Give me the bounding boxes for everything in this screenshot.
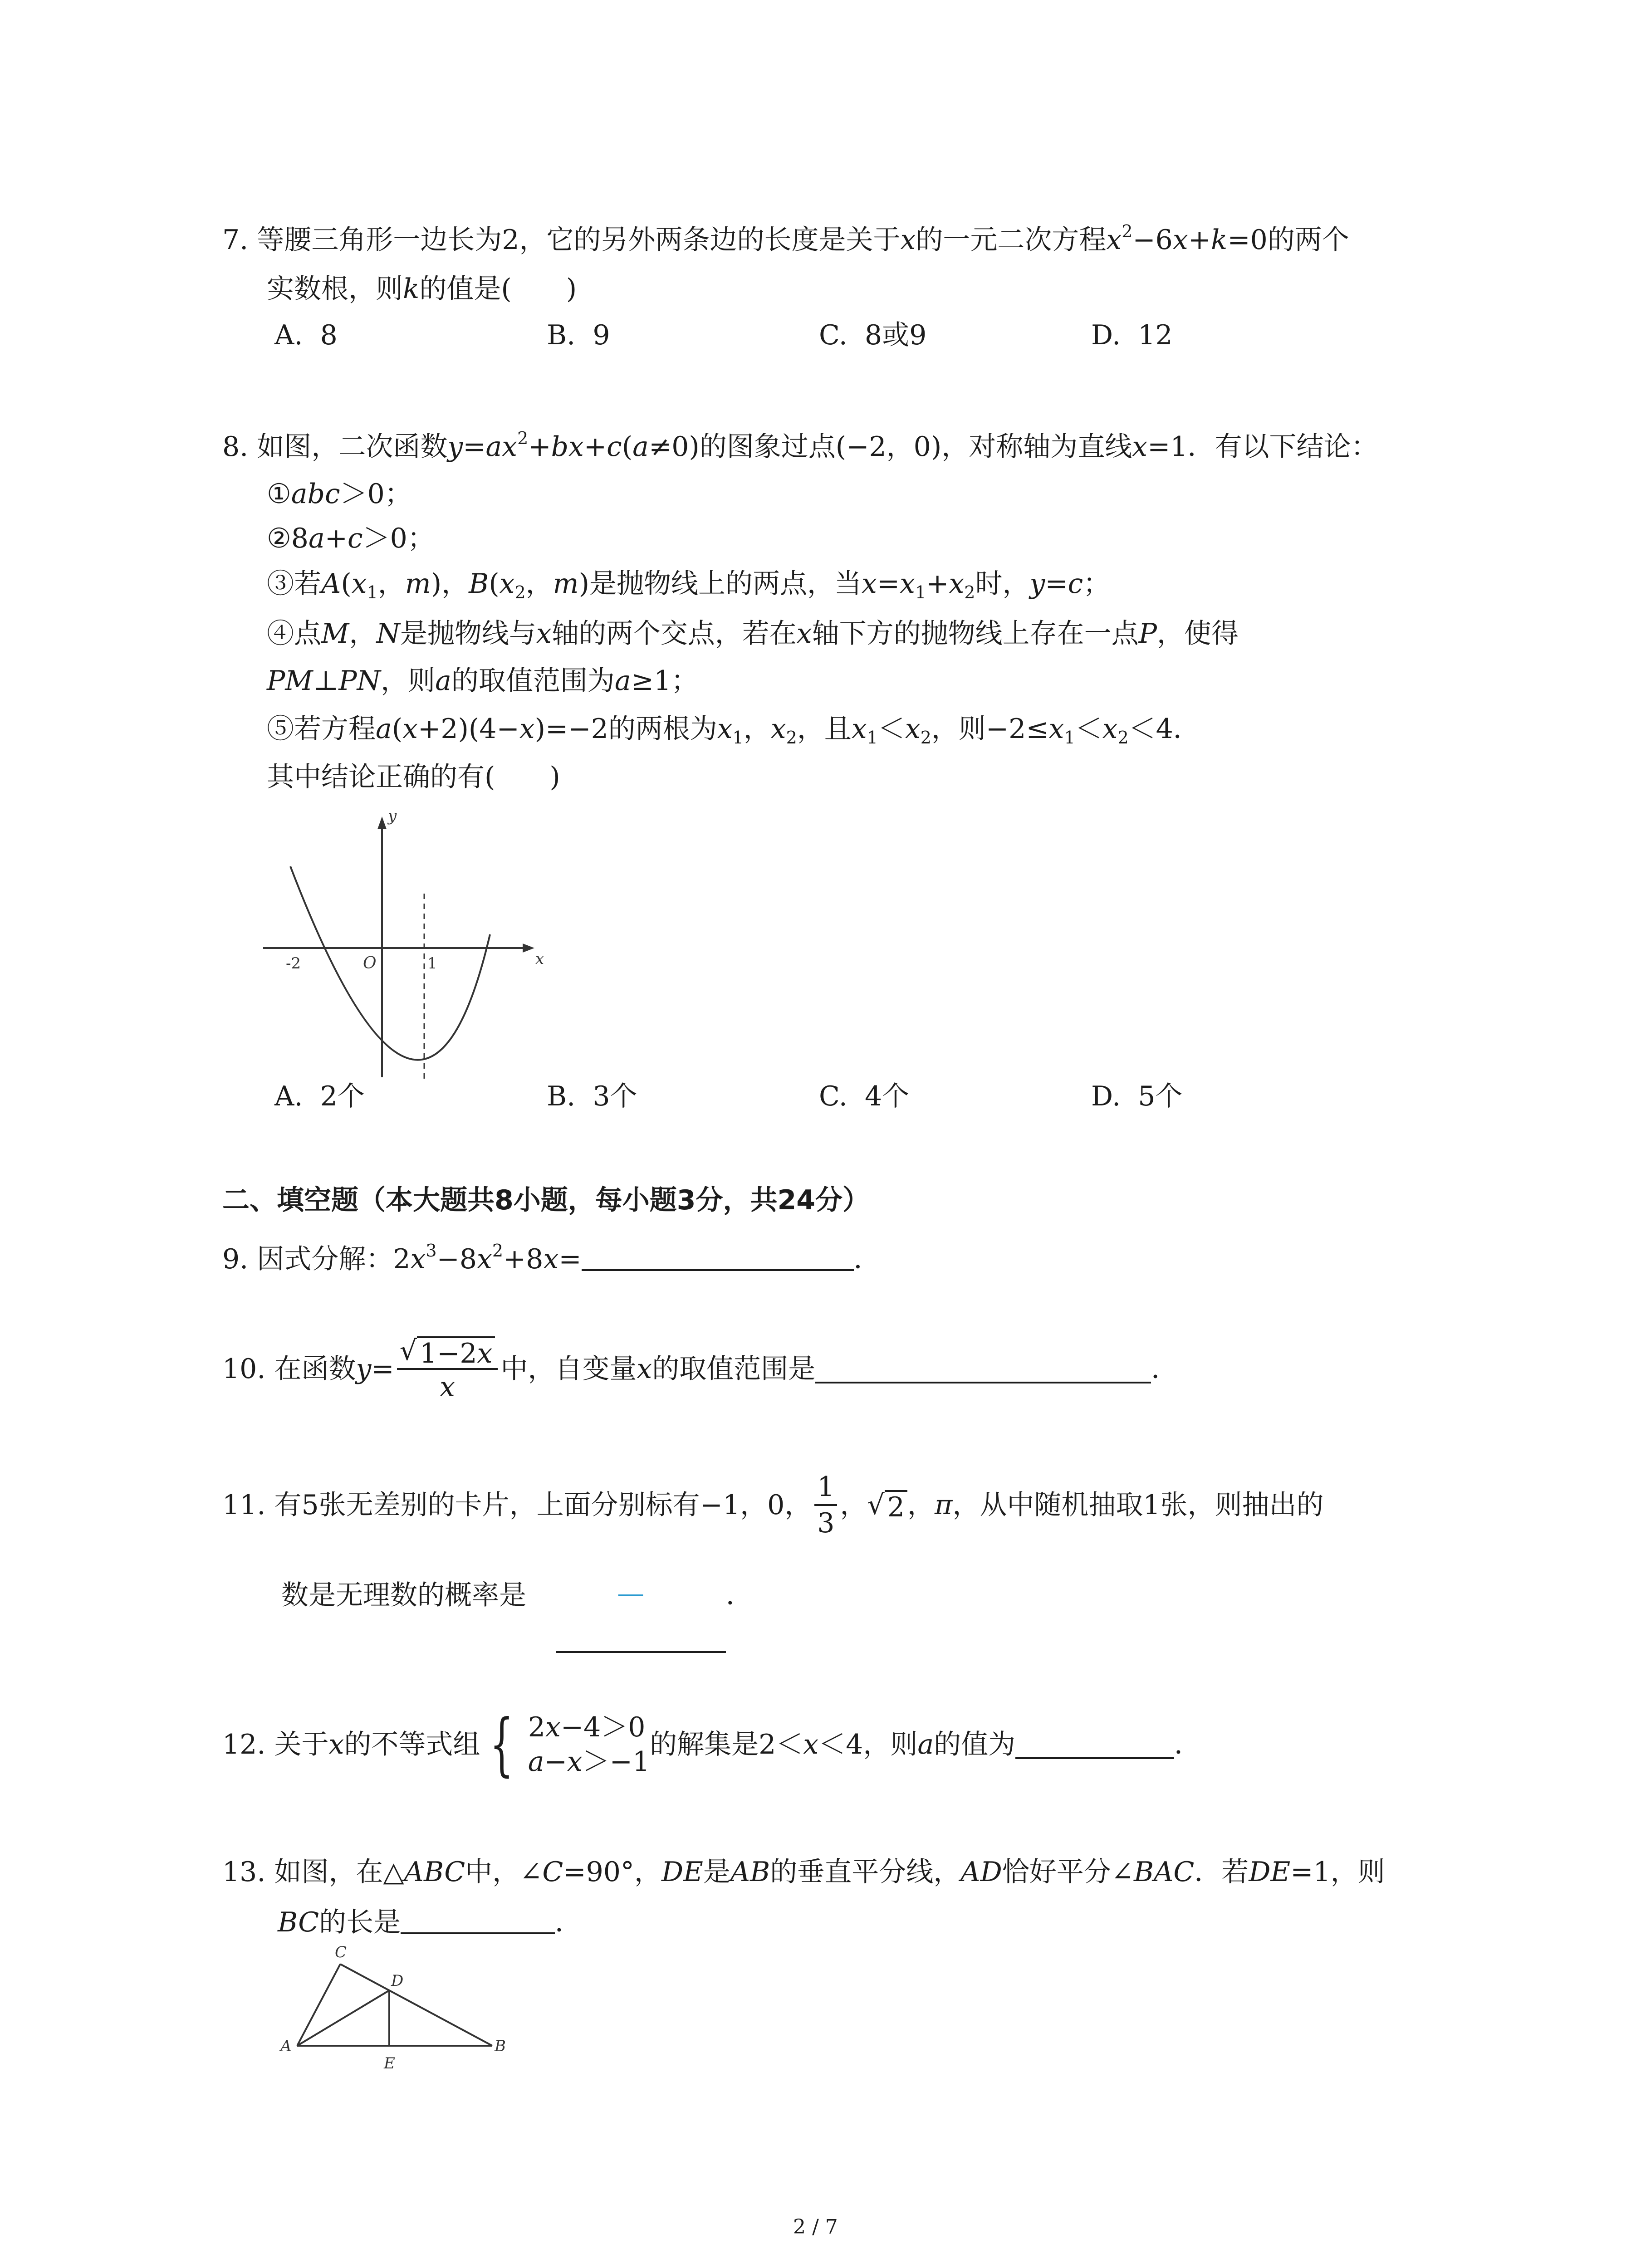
q8-option-d[interactable]: D. 5个 [1091, 1080, 1183, 1112]
q7-line1: 7. 等腰三角形一边长为2，它的另外两条边的长度是关于x的一元二次方程$x^2-6x+k=0$的两个 [222, 221, 1349, 256]
q10-answer-blank[interactable] [815, 1354, 1151, 1383]
one-label: 1 [427, 954, 437, 973]
q8-question: 其中结论正确的有( ) [267, 761, 560, 793]
q8-conclusion-2: ②8a+c＞0； [267, 523, 435, 554]
page-number: 2 / 7 [793, 2215, 838, 2239]
q13-number: 13. [222, 1856, 266, 1888]
q8-conclusion-1: ①abc＞0； [267, 478, 412, 510]
q10-number: 10. [222, 1353, 266, 1385]
q8-conclusion-4-line2: PM⊥PN，则a的取值范围为a≥1； [267, 665, 699, 697]
q12-answer-blank[interactable] [1015, 1730, 1174, 1759]
label-b: B [495, 2037, 506, 2055]
q8-parabola-graph [263, 807, 554, 1080]
q8-conclusion-4-line1: ④点M，N是抛物线与x轴的两个交点，若在x轴下方的抛物线上存在一点P，使得 [267, 618, 1239, 650]
label-e: E [384, 2054, 395, 2072]
q8-conclusion-5: ⑤若方程a(x+2)(4−x)=−2的两根为$x_1$，$x_2$，且$x_1<x_2$，则$-2\le x_1<x_2<4$． [267, 713, 1200, 748]
q8-conclusion-3: ③若$A(x_1$，m)，$B(x_2$，m)是抛物线上的两点，当$x=x_1+x_2$时，y=c； [267, 568, 1111, 602]
q8-option-c[interactable]: C. 4个 [819, 1080, 910, 1112]
q12-inequality-system: { 2x−4＞0 a−x＞−1 [490, 1705, 650, 1784]
q8-line1: 8. 如图，二次函数$y=ax^2+bx+c(a\ne 0)$的图象过点(−2，0)，对称轴为直线x=1．有以下结论： [222, 428, 1378, 463]
label-c: C [335, 1943, 347, 1961]
q13-line1: 13. 如图，在△ABC中，∠C=90°，DE是AB的垂直平分线，AD恰好平分∠BAC．若DE=1，则 [222, 1856, 1385, 1888]
q11-period: ． [726, 1579, 753, 1611]
section-2-heading: 二、填空题（本大题共8小题，每小题3分，共24分） [222, 1184, 870, 1216]
q9-number: 9. [222, 1243, 249, 1275]
y-axis-arrow [377, 816, 387, 829]
side-cb [340, 1964, 492, 2046]
q9-answer-blank[interactable] [582, 1242, 854, 1271]
origin-label: O [363, 954, 377, 973]
q10-line: 10. 在函数 y = √ 1−2x x 中，自变量 x 的取值范围是 ． [222, 1334, 1178, 1404]
q11-line2: 数是无理数的概率是 [281, 1579, 526, 1611]
q11-dash: — [617, 1578, 644, 1609]
label-d: D [391, 1972, 404, 1990]
q11-sqrt: √ 2 [867, 1488, 907, 1522]
x-axis-label: x [535, 950, 544, 968]
q11-number: 11. [222, 1489, 266, 1521]
q7-line2: 实数根，则k的值是( ) [267, 273, 577, 305]
q11-fraction: $\frac{1}{3}$ [814, 1470, 837, 1540]
q7-option-a[interactable]: A. 8 [274, 319, 338, 351]
q12-number: 12. [222, 1729, 266, 1760]
q13-triangle-figure [272, 1937, 526, 2073]
neg-two-label: -2 [286, 954, 301, 973]
brace-icon: { [490, 1705, 514, 1784]
q13-line2: BC的长是 ． [278, 1905, 582, 1939]
q7-option-b[interactable]: B. 9 [547, 319, 610, 351]
q7-option-d[interactable]: D. 12 [1091, 319, 1173, 351]
q8-number: 8. [222, 431, 249, 463]
parabola-curve [290, 866, 490, 1060]
q11-line1: 11. 有5张无差别的卡片，上面分别标有−1，0， $\frac{1}{3}$ ， √ 2 ， π ，从中随机抽取1张，则抽出的 [222, 1470, 1324, 1540]
x-axis-arrow [523, 943, 534, 953]
q9-line: 9. 因式分解：$2x^3-8x^2+8x=$ ． [222, 1241, 881, 1275]
q10-fraction: √ 1−2x x [397, 1334, 498, 1404]
y-axis-label: y [388, 807, 397, 825]
q7-option-c[interactable]: C. 8或9 [819, 319, 927, 351]
q8-option-b[interactable]: B. 3个 [547, 1080, 637, 1112]
q7-number: 7. [222, 224, 249, 256]
q11-answer-blank[interactable] [556, 1651, 726, 1653]
label-a: A [280, 2037, 292, 2055]
q13-answer-blank[interactable] [401, 1905, 555, 1934]
q8-option-a[interactable]: A. 2个 [274, 1080, 365, 1112]
q12-line: 12. 关于 x 的不等式组 { 2x−4＞0 a−x＞−1 的解集是2＜ x ＜4，则 a 的值为 ． [222, 1705, 1202, 1784]
